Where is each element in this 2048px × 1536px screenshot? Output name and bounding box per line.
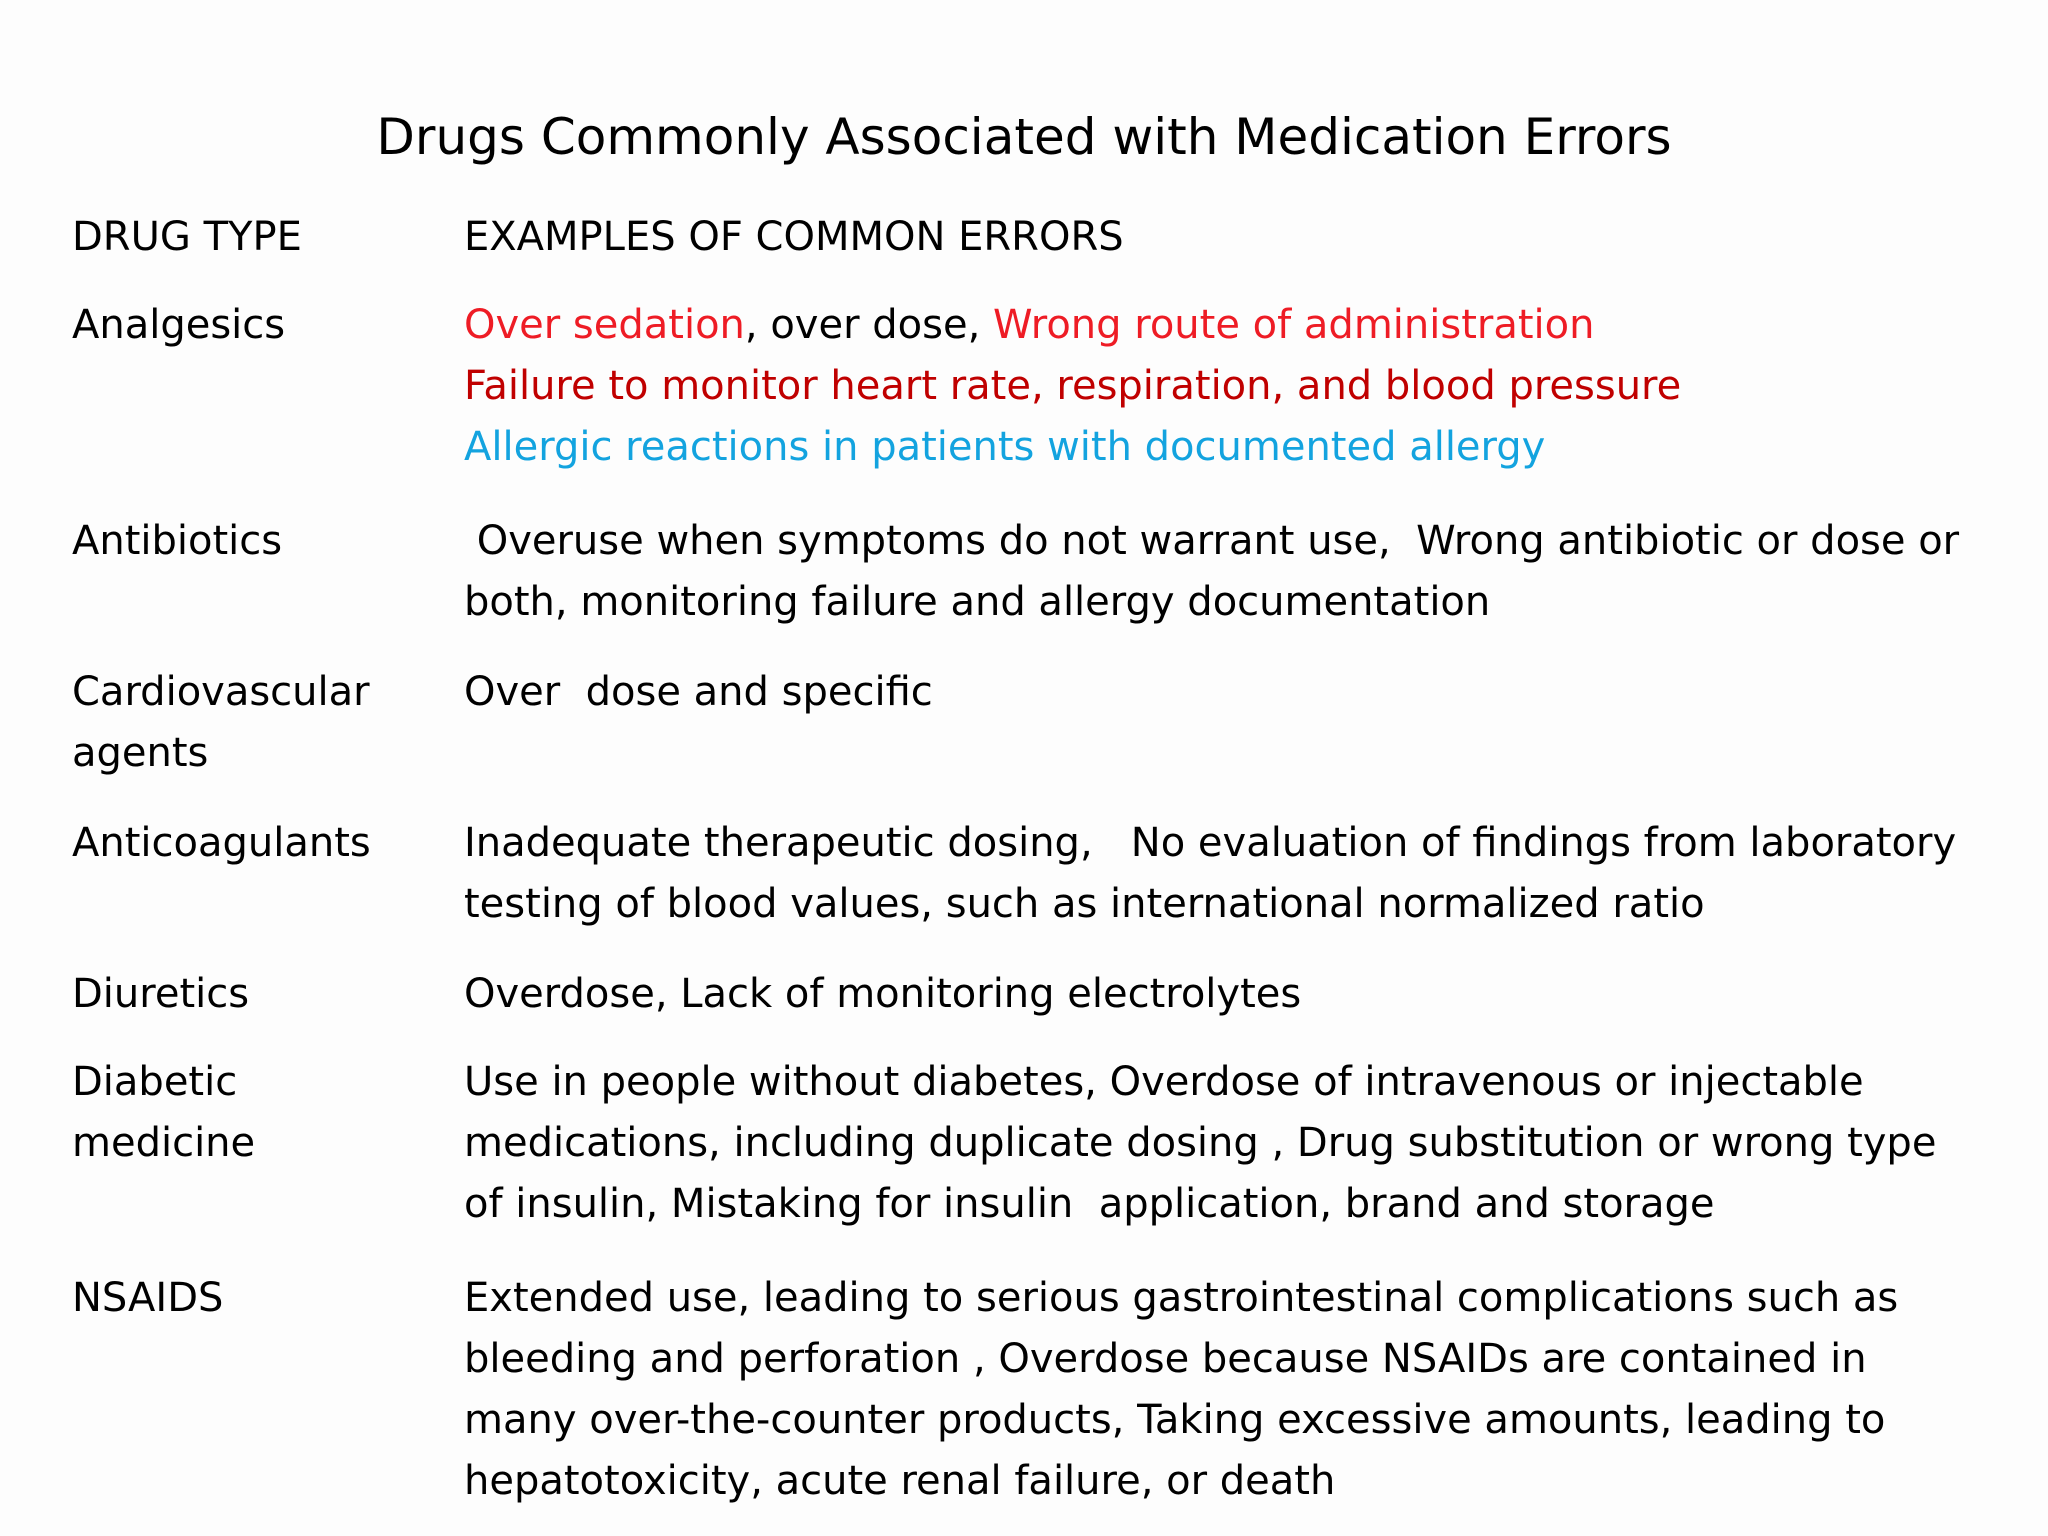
drug-type-label: Analgesics: [72, 302, 286, 348]
error-line: bleeding and perforation , Overdose because NSAIDs are contained in: [464, 1336, 1867, 1382]
error-examples: [464, 662, 2044, 723]
error-line: Failure to monitor heart rate, respiration, and blood pressure: [464, 363, 1682, 409]
error-examples: [464, 511, 2044, 633]
error-line: Allergic reactions in patients with documented allergy: [464, 424, 1546, 470]
highlight-text: Wrong route of administration: [993, 302, 1595, 348]
error-examples: [464, 964, 2044, 1025]
drug-type-label: Antibiotics: [72, 518, 283, 564]
error-line: Use in people without diabetes, Overdose of intravenous or injectable: [464, 1059, 1864, 1105]
error-line: Overdose, Lack of monitoring electrolytes: [464, 971, 1302, 1017]
slide-title: Drugs Commonly Associated with Medication Errors: [376, 108, 1672, 166]
drug-type-label: medicine: [72, 1120, 256, 1166]
drug-type-label: agents: [72, 730, 209, 776]
header-drug-type: DRUG TYPE: [72, 214, 302, 260]
error-line: hepatotoxicity, acute renal failure, or death: [464, 1458, 1336, 1504]
error-line: of insulin, Mistaking for insulin application, brand and storage: [464, 1181, 1715, 1227]
error-line: [464, 295, 2044, 356]
highlight-text: Over sedation: [464, 302, 745, 348]
error-line: medications, including duplicate dosing , Drug substitution or wrong type: [464, 1120, 1937, 1166]
error-line: Extended use, leading to serious gastrointestinal complications such as: [464, 1275, 1899, 1321]
error-line: Over dose and specific: [464, 669, 933, 715]
drug-type-label: Anticoagulants: [72, 820, 371, 866]
drug-type-label: NSAIDS: [72, 1275, 224, 1321]
error-line: Inadequate therapeutic dosing, No evaluation of findings from laboratory: [464, 820, 1957, 866]
error-line: many over-the-counter products, Taking excessive amounts, leading to: [464, 1397, 1886, 1443]
plain-text: , over dose,: [744, 302, 993, 348]
error-examples: [464, 813, 2044, 935]
drug-type-label: Diuretics: [72, 971, 250, 1017]
error-line: Overuse when symptoms do not warrant use, Wrong antibiotic or dose or: [464, 518, 1960, 564]
error-examples: [464, 295, 2044, 478]
error-examples: [464, 1052, 2044, 1235]
header-examples: EXAMPLES OF COMMON ERRORS: [464, 214, 1124, 260]
drug-type-label: Diabetic: [72, 1059, 238, 1105]
error-line: testing of blood values, such as international normalized ratio: [464, 881, 1705, 927]
error-examples: [464, 1268, 2044, 1512]
drug-type-label: Cardiovascular: [72, 669, 370, 715]
error-line: both, monitoring failure and allergy documentation: [464, 579, 1491, 625]
